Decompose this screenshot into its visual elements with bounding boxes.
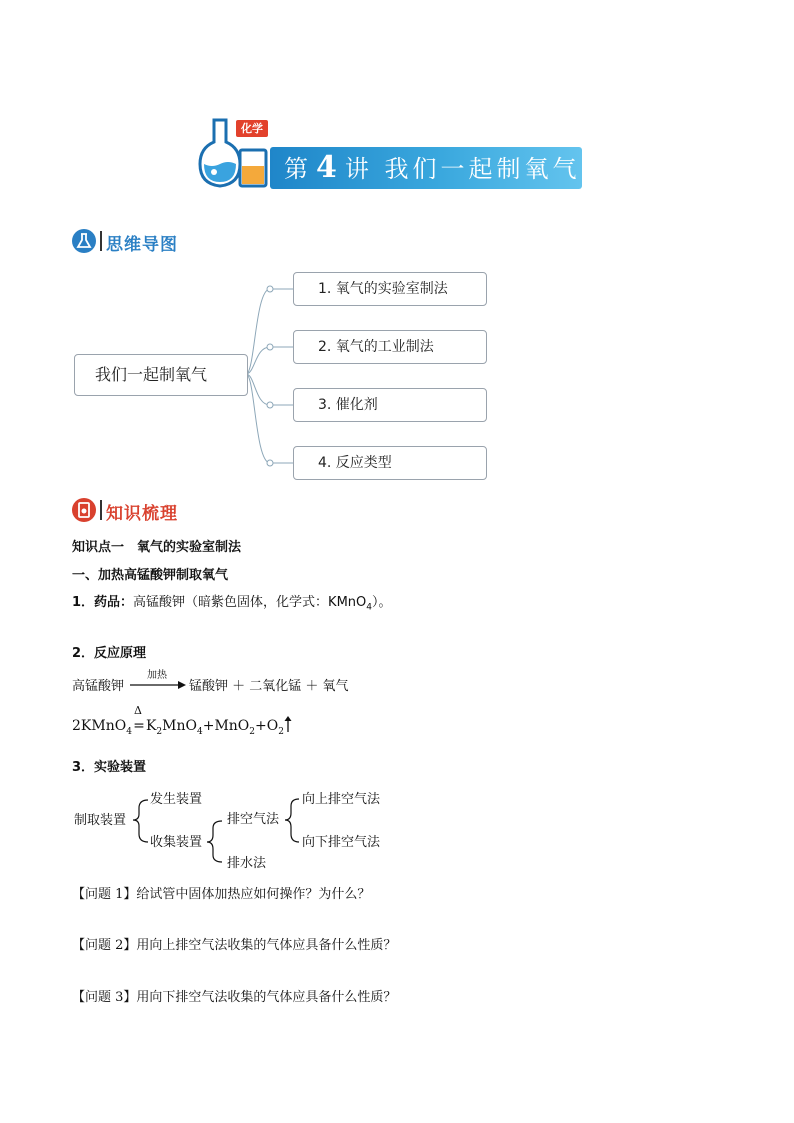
upward-air-displacement: 向上排空气法 [302,792,381,807]
apparatus-collector: 收集装置 [150,835,203,850]
item-principle-heading: 2．反应原理 [72,646,147,661]
word-equation-left: 高锰酸钾 [72,679,125,694]
word-equation-right: 锰酸钾 ＋ 二氧化锰 ＋ 氧气 [189,679,349,694]
subsection-heading: 一、加热高锰酸钾制取氧气 [72,568,229,583]
reaction-condition: 加热 [147,670,167,681]
product: +O [255,718,279,734]
product: K [145,718,157,734]
equals-heat: Δ = [133,704,145,734]
mindmap-node: 1. 氧气的实验室制法 [293,272,487,306]
subscript: 4 [126,726,132,737]
question-2: 【问题 2】用向上排空气法收集的气体应具备什么性质？ [72,938,397,953]
section-title: 知识梳理 [106,504,178,524]
product: MnO [162,718,197,734]
item-text-end: ）。 [372,595,392,610]
air-displacement: 排空气法 [227,812,280,827]
reactant: 2KMnO [72,718,127,734]
title-prefix: 第 [284,155,312,183]
item-text: 高锰酸钾（暗紫色固体，化学式：KMnO [133,595,367,610]
knowledge-point-heading: 知识点一 氧气的实验室制法 [72,540,242,555]
question-1: 【问题 1】给试管中固体加热应如何操作？为什么？ [72,887,371,902]
downward-air-displacement: 向下排空气法 [302,835,381,850]
apparatus-root: 制取装置 [74,813,127,828]
subject-tag: 化学 [236,120,268,137]
item-label: 1．药品： [72,595,134,610]
title-suffix: 讲 我们一起制氧气 [344,155,581,183]
heat-symbol: Δ [133,704,142,717]
mindmap-node: 3. 催化剂 [293,388,487,422]
mindmap-node: 4. 反应类型 [293,446,487,480]
mindmap-root: 我们一起制氧气 [74,354,248,396]
subscript: 4 [196,726,203,737]
subscript: 2 [249,726,256,737]
apparatus-generator: 发生装置 [150,792,203,807]
section-title: 思维导图 [106,235,178,255]
water-displacement: 排水法 [227,856,267,871]
mindmap-node: 2. 氧气的工业制法 [293,330,487,364]
subscript: 2 [156,726,163,737]
product: +MnO [202,718,250,734]
item-apparatus-heading: 3．实验装置 [72,760,147,775]
formula-subscript: 4 [366,602,372,613]
subscript: 2 [278,726,284,737]
lesson-number: 4 [316,150,341,185]
question-3: 【问题 3】用向下排空气法收集的气体应具备什么性质？ [72,990,397,1005]
